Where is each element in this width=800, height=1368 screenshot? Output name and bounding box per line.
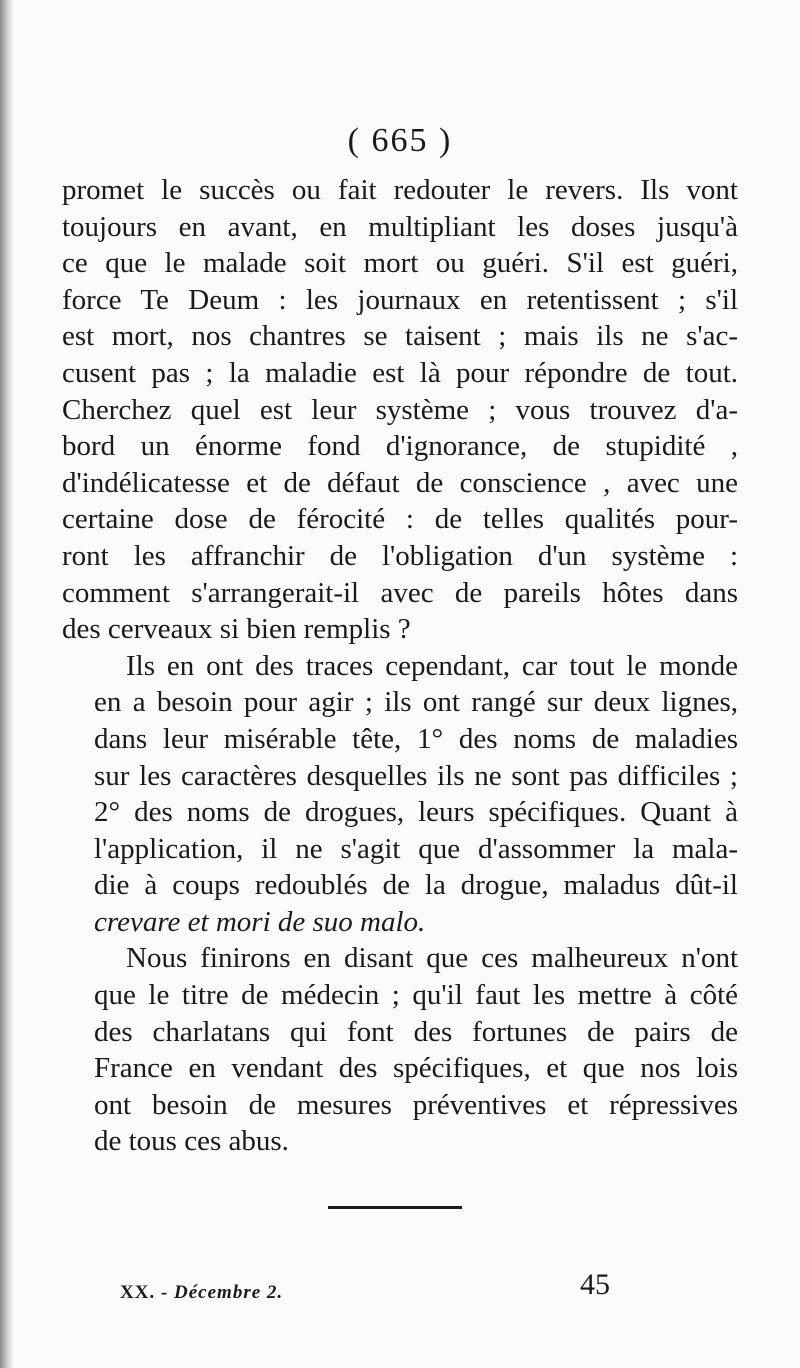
text-line: Ils en ont des traces cependant, car tout le monde <box>126 649 738 682</box>
text-line: sur les caractères desquelles ils ne sont pas difficiles ; <box>94 759 738 792</box>
text-line: de tous ces abus. <box>94 1125 289 1158</box>
text-line: des cerveaux si bien remplis ? <box>62 613 411 646</box>
text-line: l'application, il ne s'agit que d'assommer la mala- <box>94 832 738 865</box>
signature-mark: XX. <box>120 1282 156 1303</box>
text-line: des charlatans qui font des fortunes de pairs de <box>94 1015 738 1048</box>
text-line: toujours en avant, en multipliant les doses jusqu'à <box>62 210 738 243</box>
text-line: force Te Deum : les journaux en retentissent ; s'il <box>62 283 738 316</box>
text-line: ont besoin de mesures préventives et répressives <box>94 1088 738 1121</box>
text-line: en a besoin pour agir ; ils ont rangé sur deux lignes, <box>94 686 738 719</box>
paragraph-2 <box>62 648 738 941</box>
body-text <box>62 172 738 1160</box>
page-number: ( 665 ) <box>347 122 453 159</box>
text-line: 2° des noms de drogues, leurs spécifiques. Quant à <box>94 796 738 829</box>
text-line: Cherchez quel est leur système ; vous trouvez d'a- <box>62 393 738 426</box>
paragraph-1 <box>62 172 738 648</box>
sheet-number: 45 <box>580 1268 610 1301</box>
text-line: promet le succès ou fait redouter le revers. Ils vont <box>62 174 738 206</box>
text-line: crevare et mori de suo malo. <box>94 905 426 938</box>
text-line: France en vendant des spécifiques, et que nos lois <box>94 1052 738 1085</box>
text-line: dans leur misérable tête, 1° des noms de maladies <box>94 722 738 755</box>
page-gutter-shadow <box>0 0 14 1368</box>
printer-signature <box>120 1282 283 1304</box>
text-line: comment s'arrangerait-il avec de pareils hôtes dans <box>62 576 738 609</box>
signature-date: - Décembre 2. <box>160 1282 284 1303</box>
text-line: que le titre de médecin ; qu'il faut les mettre à côté <box>94 979 738 1012</box>
text-line: ce que le malade soit mort ou guéri. S'il est guéri, <box>62 247 738 280</box>
text-line: ront les affranchir de l'obligation d'un système : <box>62 539 738 572</box>
text-line: d'indélicatesse et de défaut de conscience , avec une <box>62 466 738 499</box>
text-line: est mort, nos chantres se taisent ; mais ils ne s'ac- <box>62 320 738 353</box>
text-line: certaine dose de férocité : de telles qualités pour- <box>62 503 738 536</box>
paragraph-3 <box>62 940 738 1160</box>
text-line: Nous finirons en disant que ces malheureux n'ont <box>126 942 738 975</box>
text-line: cusent pas ; la maladie est là pour répondre de tout. <box>62 356 738 389</box>
text-line: die à coups redoublés de la drogue, maladus dût-il <box>94 869 738 902</box>
section-rule <box>328 1206 462 1209</box>
text-line: bord un énorme fond d'ignorance, de stupidité , <box>62 430 738 463</box>
